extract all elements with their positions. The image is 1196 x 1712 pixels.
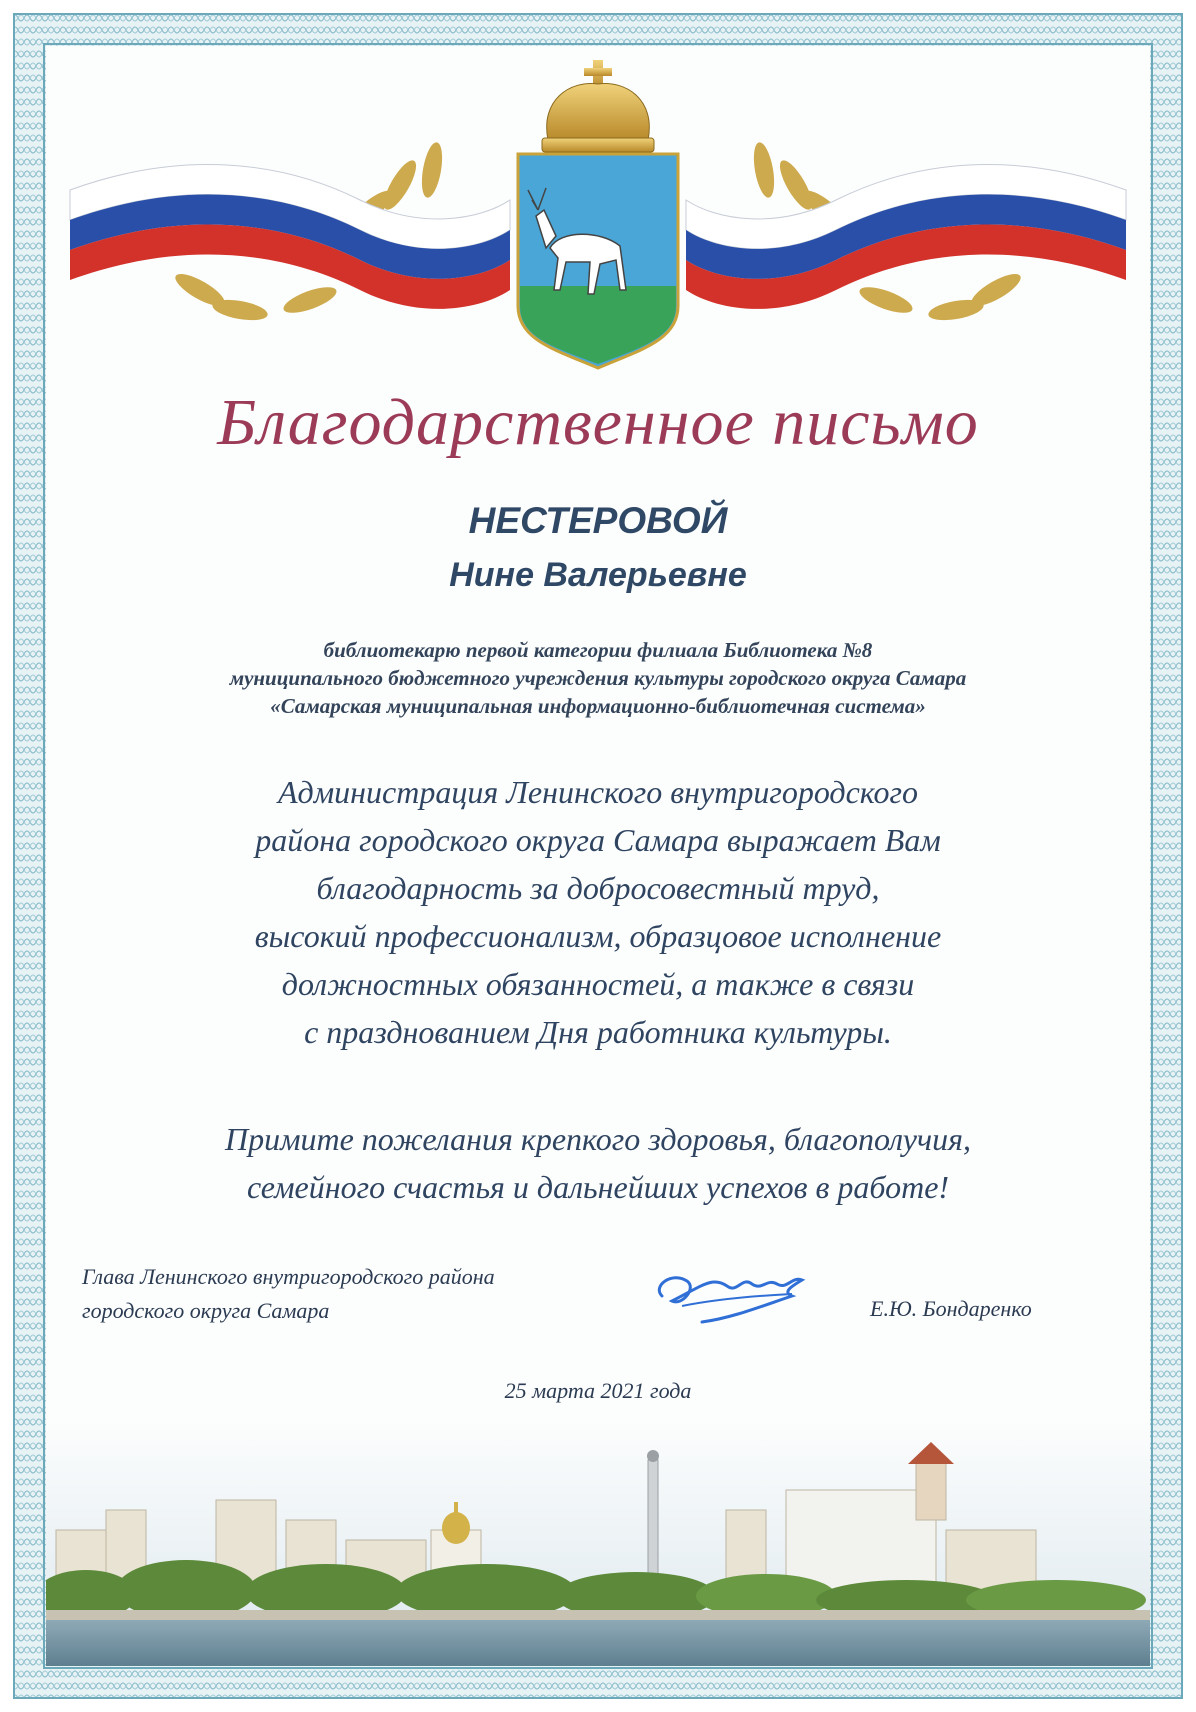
body-line: района городского округа Самара выражает Вам bbox=[255, 822, 941, 858]
wish-line: семейного счастья и дальнейших успехов в работе! bbox=[246, 1169, 950, 1205]
wishes-text bbox=[0, 1115, 1196, 1211]
body-line: высокий профессионализм, образцовое исполнение bbox=[254, 918, 942, 954]
city-panorama-image bbox=[46, 1420, 1150, 1666]
signer-position-line: Глава Ленинского внутригородского района bbox=[82, 1264, 495, 1289]
body-line: благодарность за добросовестный труд, bbox=[316, 870, 880, 906]
wish-line: Примите пожелания крепкого здоровья, благополучия, bbox=[224, 1121, 972, 1157]
samara-coat-of-arms-icon bbox=[518, 154, 678, 368]
handwritten-signature bbox=[642, 1256, 822, 1336]
emblem-header bbox=[60, 50, 1136, 380]
russian-flag-ribbon-left bbox=[70, 165, 510, 309]
signer-name: Е.Ю. Бондаренко bbox=[870, 1296, 1032, 1321]
recipient-name: Нине Валерьевне bbox=[449, 556, 747, 594]
position-line: «Самарская муниципальная информационно-библиотечная система» bbox=[270, 694, 926, 718]
position-line: библиотекарю первой категории филиала Библиотека №8 bbox=[323, 638, 873, 662]
signer-position-line: городского округа Самара bbox=[82, 1298, 330, 1323]
body-line: должностных обязанностей, а также в связи bbox=[281, 966, 915, 1002]
monument-icon bbox=[647, 1450, 659, 1590]
body-line: с празднованием Дня работника культуры. bbox=[304, 1014, 892, 1050]
russian-flag-ribbon-right bbox=[686, 165, 1126, 309]
signer-position bbox=[82, 1260, 495, 1328]
document-title: Благодарственное письмо bbox=[217, 386, 979, 459]
crown-icon bbox=[542, 60, 654, 152]
recipient-surname: НЕСТЕРОВОЙ bbox=[468, 500, 728, 541]
body-line: Администрация Ленинского внутригородского bbox=[277, 774, 919, 810]
document-date: 25 марта 2021 года bbox=[504, 1378, 692, 1403]
recipient-position bbox=[0, 636, 1196, 720]
position-line: муниципального бюджетного учреждения культуры городского округа Самара bbox=[229, 666, 967, 690]
gratitude-text bbox=[0, 768, 1196, 1056]
